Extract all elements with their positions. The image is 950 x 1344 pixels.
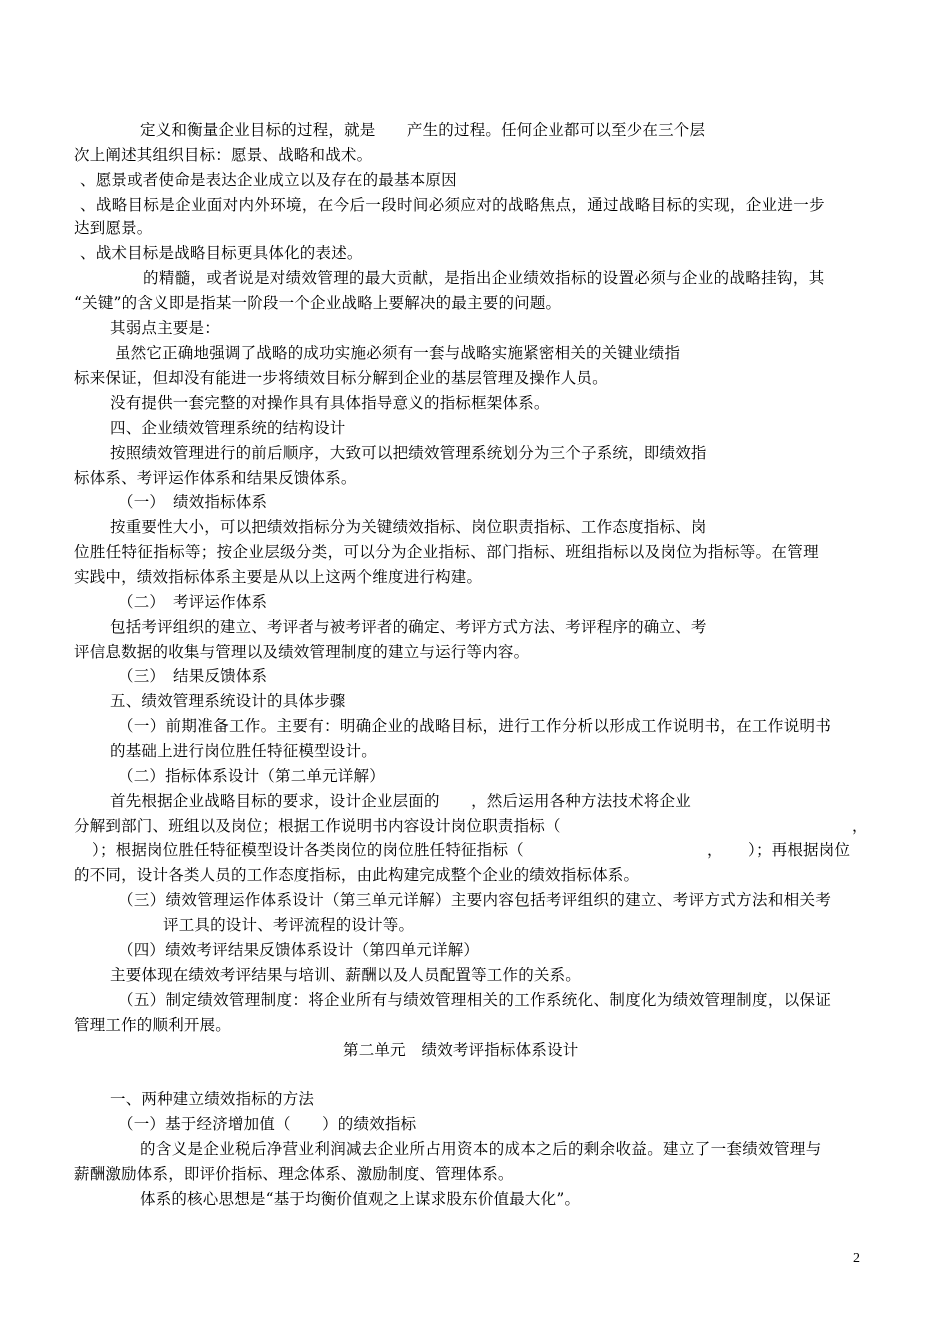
- text-line: 、战略目标是企业面对内外环境，在今后一段时间必须应对的战略焦点，通过战略目标的实现，企业进一步: [80, 196, 825, 214]
- text-line: 主要体现在绩效考评结果与培训、薪酬以及人员配置等工作的关系。: [110, 966, 582, 984]
- section-heading: 四、企业绩效管理系统的结构设计: [110, 419, 346, 437]
- section-heading: 五、绩效管理系统设计的具体步骤: [110, 692, 346, 710]
- chapter-title: 第二单元 绩效考评指标体系设计: [343, 1041, 579, 1059]
- subsection-heading: （三） 结果反馈体系: [118, 667, 268, 685]
- text-line: （三）绩效管理运作体系设计（第三单元详解）主要内容包括考评组织的建立、考评方式方法和相关考: [118, 891, 832, 909]
- text-line: 评工具的设计、考评流程的设计等。: [163, 916, 415, 934]
- text-line: ，: [707, 841, 723, 859]
- text-line: 没有提供一套完整的对操作具有具体指导意义的指标框架体系。: [110, 394, 550, 412]
- text-line: 薪酬激励体系，即评价指标、理念体系、激励制度、管理体系。: [74, 1165, 514, 1183]
- section-heading: 一、两种建立绩效指标的方法: [110, 1090, 315, 1108]
- subsection-heading: （一）基于经济增加值（ ）的绩效指标: [118, 1115, 417, 1133]
- page-number: 2: [853, 1251, 860, 1266]
- text-line: ）；根据岗位胜任特征模型设计各类岗位的岗位胜任特征指标（: [92, 841, 524, 859]
- text-line: 位胜任特征指标等；按企业层级分类，可以分为企业指标、部门指标、班组指标以及岗位为指标等。在管理: [74, 543, 819, 561]
- text-line: 评信息数据的收集与管理以及绩效管理制度的建立与运行等内容。: [74, 643, 530, 661]
- text-line: （一）前期准备工作。主要有：明确企业的战略目标，进行工作分析以形成工作说明书，在工作说明书: [118, 717, 832, 735]
- text-line: 按重要性大小，可以把绩效指标分为关键绩效指标、岗位职责指标、工作态度指标、岗: [110, 518, 707, 536]
- subsection-heading: （二）指标体系设计（第二单元详解）: [118, 767, 385, 785]
- text-line: 实践中，绩效指标体系主要是从以上这两个维度进行构建。: [74, 568, 483, 586]
- text-line: 的精髓，或者说是对绩效管理的最大贡献，是指出企业绩效指标的设置必须与企业的战略挂钩，其: [143, 269, 825, 287]
- text-line: 按照绩效管理进行的前后顺序，大致可以把绩效管理系统划分为三个子系统，即绩效指: [110, 444, 707, 462]
- subsection-heading: （一） 绩效指标体系: [118, 493, 268, 511]
- text-line: ）；再根据岗位: [748, 841, 851, 859]
- text-line: 虽然它正确地强调了战略的成功实施必须有一套与战略实施紧密相关的关键业绩指: [115, 344, 681, 362]
- text-line: 的基础上进行岗位胜任特征模型设计。: [110, 742, 377, 760]
- text-line: 的含义是企业税后净营业利润减去企业所占用资本的成本之后的剩余收益。建立了一套绩效管理与: [140, 1140, 822, 1158]
- text-line: 标来保证，但却没有能进一步将绩效目标分解到企业的基层管理及操作人员。: [74, 369, 608, 387]
- text-line: 达到愿景。: [74, 219, 153, 237]
- text-line: 定义和衡量企业目标的过程，就是 产生的过程。任何企业都可以至少在三个层: [140, 121, 706, 139]
- text-line: 体系的核心思想是“基于均衡价值观之上谋求股东价值最大化”。: [140, 1190, 581, 1208]
- text-line: 管理工作的顺利开展。: [74, 1016, 232, 1034]
- text-line: 、战术目标是战略目标更具体化的表述。: [80, 244, 363, 262]
- text-line: 包括考评组织的建立、考评者与被考评者的确定、考评方式方法、考评程序的确立、考: [110, 618, 707, 636]
- subsection-heading: （二） 考评运作体系: [118, 593, 268, 611]
- text-line: ，: [852, 817, 868, 835]
- text-line: 、愿景或者使命是表达企业成立以及存在的最基本原因: [80, 171, 457, 189]
- subsection-heading: （四）绩效考评结果反馈体系设计（第四单元详解）: [118, 941, 480, 959]
- text-line: “关键”的含义即是指某一阶段一个企业战略上要解决的最主要的问题。: [74, 294, 562, 312]
- text-line: （五）制定绩效管理制度：将企业所有与绩效管理相关的工作系统化、制度化为绩效管理制度，以保证: [118, 991, 832, 1009]
- text-line: 标体系、考评运作体系和结果反馈体系。: [74, 469, 357, 487]
- text-line: 的不同，设计各类人员的工作态度指标，由此构建完成整个企业的绩效指标体系。: [74, 866, 640, 884]
- text-line: 其弱点主要是：: [110, 319, 220, 337]
- text-line: 次上阐述其组织目标：愿景、战略和战术。: [74, 146, 373, 164]
- text-line: 首先根据企业战略目标的要求，设计企业层面的 ，然后运用各种方法技术将企业: [110, 792, 691, 810]
- text-line: 分解到部门、班组以及岗位；根据工作说明书内容设计岗位职责指标（: [74, 817, 561, 835]
